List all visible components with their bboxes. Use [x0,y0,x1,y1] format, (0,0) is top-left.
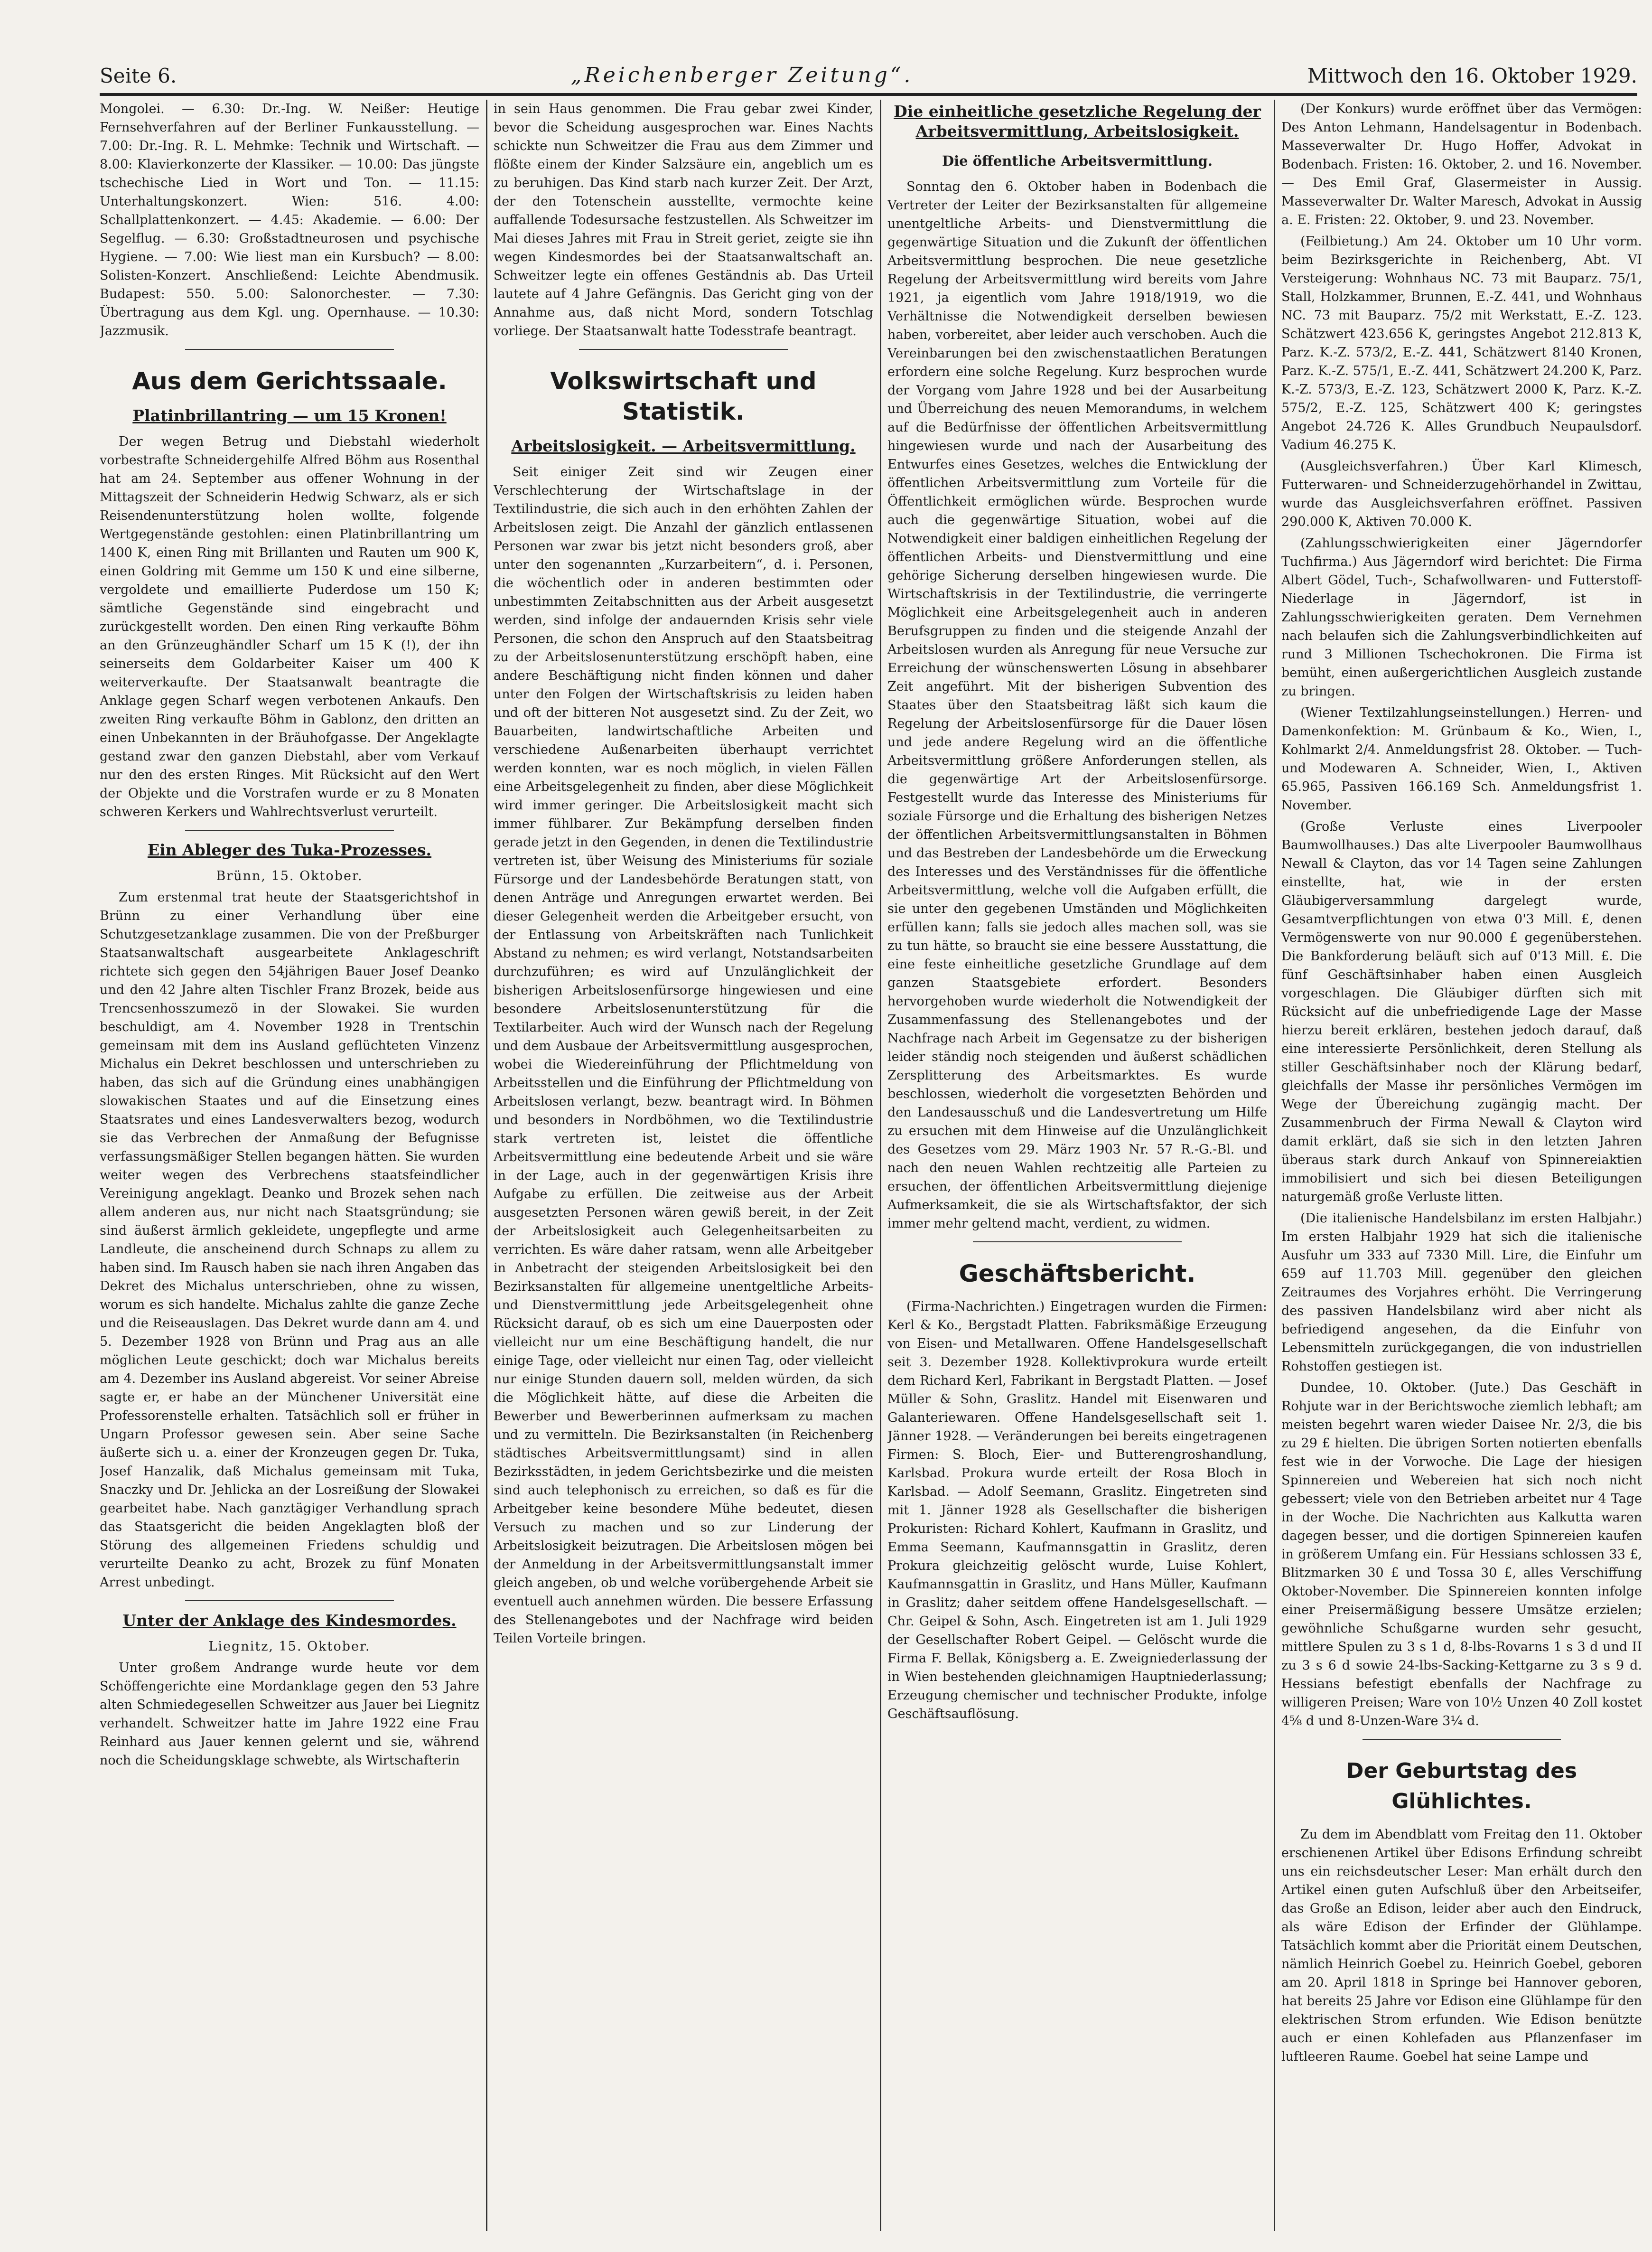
article-body-regulation: Sonntag den 6. Oktober haben in Bodenbach die Vertreter der Leiter der Bezirksanstalten für allgemeine unentgeltliche Arbeits- und Dienstvermittlung die gegenwärtige Situation und die Zukunft der öffentlichen Arbeitsvermittlung besprochen. Die neue gesetzliche Regelung der Arbeitsvermittlung wird bereits vom Jahre 1921, ja eigentlich vom Jahre 1918/1919, wo die Verhältnisse die Notwendigkeit derselben bewiesen haben, vorbereitet, aber leider auch verschoben. Auch die Vereinbarungen bei den zwischenstaatlichen Beratungen erfordern eine solche Regelung. Kurz besprochen wurde der Vorgang vom Jahre 1928 und bei der Ausarbeitung und Überreichung des neuen Memorandums, in welchem auf die Bedürfnisse der öffentlichen Arbeitsvermittlung hingewiesen wurde und nach der Ausarbeitung des Entwurfes eines Gesetzes, welches die Entwicklung der öffentlichen Arbeitsvermittlung zum Vorteile für die Öffentlichkeit ermöglichen würde. Besprochen wurde auch die gegenwärtige Situation, wobei auf die Notwendigkeit einer baldigen einheitlichen Regelung der öffentlichen Arbeits- und Dienstvermittlung und eine gehörige Sicherung derselben hingewiesen wurde. Die Wirtschaftskrisis in der Textilindustrie, die verringerte Möglichkeit eine Arbeitsgelegenheit auch in anderen Berufsgruppen zu finden und die steigende Anzahl der Arbeitslosen wurden als Anregung für neue Versuche zur Erreichung der wünschenswerten Lösung in absehbarer Zeit angeführt. Mit der bisherigen Subvention des Staates über den Staatsbeitrag läßt sich kaum die Regelung der Arbeitslosenfürsorge für die Dauer lösen und jede andere Regelung wird an die öffentliche Arbeitsvermittlung größere Anforderungen stellen, als die gegenwärtige Art der Arbeitslosenfürsorge. Festgestellt wurde das Interesse des Ministeriums für soziale Fürsorge und die Erhaltung des bisherigen Netzes der öffentlichen Arbeitsvermittlungsanstalten in Böhmen und das Bestreben der Landesbehörde um die Erweckung des Interesses und des Verständnisses für die öffentliche Arbeitsvermittlung, welche voll die Aufgaben erfüllt, die sie unter den gegebenen Umständen und Möglichkeiten erfüllen kann; falls sie jedoch alles machen soll, was sie zu tun hätte, so braucht sie eine bessere Ausstattung, die eine feste einheitliche gesetzliche Grundlage auf dem ganzen Staatsgebiete erfordert. Besonders hervorgehoben wurde wiederholt die Notwendigkeit der Zusammenfassung des Stellenangebotes und der Nachfrage nach Arbeit im Gegensatze zu der bisherigen leider ständig noch steigenden und äußerst schädlichen Zersplitterung des Arbeitsmarktes. Es wurde beschlossen, wiederholt die vorgesetzten Behörden und den Landesausschuß und die Landesvertretung um Hilfe zu ersuchen mit dem Hinweise auf die Unzulänglichkeit des Gesetzes vom 29. März 1903 Nr. 57 R.-G.-Bl. und nach den neuen Wahlen rechtzeitig alle Parteien zu ersuchen, der öffentlichen Arbeitsvermittlung diejenige Aufmerksamkeit, die sie als Wirtschaftsfaktor, der sich immer mehr geltend macht, verdient, zu widmen. [887,179,1267,1231]
notice-feilbietung: (Feilbietung.) Am 24. Oktober um 10 Uhr vorm. beim Bezirksgerichte in Reichenberg, Abt. VI Versteigerung: Wohnhaus NC. 73 mit Bauparz. 75/1, Stall, Holzkammer, Brunnen, E.-Z. 441, und Wohnhaus NC. 73 mit Bauparz. 75/2 mit Werkstatt, E.-Z. 123. Schätzwert 423.656 K, geringstes Angebot 212.813 K, Parz. K.-Z. 573/2, E.-Z. 441, Schätzwert 8140 Kronen, Parz. K.-Z. 575/1, E.-Z. 441, Schätzwert 24.200 K, Parz. K.-Z. 573/3, E.-Z. 123, Schätzwert 2000 K, Parz. K.-Z. 575/2, E.-Z. 125, Schätzwert 400 K; geringstes Angebot 24.726 K. Alles Grundbuch Neupaulsdorf. Vadium 46.275 K. [1281,234,1642,452]
section-title-court: Aus dem Gerichtssaale. [132,367,447,395]
article-title-unemployment: Arbeitslosigkeit. — Arbeitsvermittlung. [511,437,856,455]
article-continuation: in sein Haus genommen. Die Frau gebar zwei Kinder, bevor die Scheidung ausgesprochen war. Eines Nachts schickte nun Schweitzer die Frau aus dem Zimmer und flößte einem der Kinder Salzsäure ein, angeblich um es zu beruhigen. Das Kind starb nach kurzer Zeit. Der Arzt, der den Totenschein ausstellte, vermochte keine auffallende Todesursache festzustellen. Als Schweitzer im Mai dieses Jahres mit Frau in Streit geriet, zeigte sie ihn wegen Kindesmordes bei der Staatsanwaltschaft an. Schweitzer legte ein offenes Geständnis ab. Das Urteil lautete auf 4 Jahre Gefängnis. Das Gericht ging von der Annahme aus, daß nicht Mord, sondern Totschlag vorliege. Der Staatsanwalt hatte Todesstrafe beantragt. [494,102,873,338]
divider [185,830,394,831]
column-rule [880,100,881,2231]
column-2 [494,100,873,2226]
radio-program: Mongolei. — 6.30: Dr.-Ing. W. Neißer: Heutige Fernsehverfahren auf der Berliner Funkausstellung. — 7.00: Dr.-Ing. R. L. Mehmke: Technik und Wirtschaft. — 8.00: Klavierkonzerte der Klassiker. — 10.00: Das jüngste tschechische Lied in Wort und Ton. — 11.15: Unterhaltungskonzert. Wien: 516. 4.00: Schallplattenkonzert. — 4.45: Akademie. — 6.00: Der Segelflug. — 6.30: Großstadtneurosen und psychische Hygiene. — 7.00: Wie liest man ein Kursbuch? — 8.00: Solisten-Konzert. Anschließend: Leichte Abendmusik. Budapest: 550. 5.00: Salonorchester. — 7.30: Übertragung aus dem Kgl. ung. Opernhause. — 10.30: Jazzmusik. [100,102,479,338]
column-3 [887,100,1267,2226]
notice-italien: (Die italienische Handelsbilanz im ersten Halbjahr.) Im ersten Halbjahr 1929 hat sich die italienische Ausfuhr um 333 auf 7330 Mill. Lire, die Einfuhr um 659 auf 11.703 Mill. gegenüber den gleichen Zeitraumes des Vorjahres erhöht. Die Verringerung des passiven Handelsbilanz wird aber nicht als befriedigend angesehen, da die Einfuhr von Lebensmitteln zurückgegangen, die von industriellen Rohstoffen gestiegen ist. [1281,1211,1642,1374]
notice-zahlung: (Zahlungsschwierigkeiten einer Jägerndorfer Tuchfirma.) Aus Jägerndorf wird berichtet: Die Firma Albert Gödel, Tuch-, Schafwollwaren- und Futterstoff-Niederlage in Jägerndorf, ist in Zahlungsschwierigkeiten geraten. Dem Vernehmen nach belaufen sich die Zahlungsverbindlichkeiten auf rund 3 Millionen Tschechokronen. Die Firma ist bemüht, einen außergerichtlichen Ausgleich zustande zu bringen. [1281,536,1642,699]
article-body-gluehlicht: Zu dem im Abendblatt vom Freitag den 11. Oktober erschienenen Artikel über Edisons Erfindung schreibt uns ein reichsdeutscher Leser: Man erhält durch den Artikel einen guten Aufschluß über den Arbeitseifer, das Große an Edison, leider aber auch den Eindruck, als wäre Edison der Erfinder der Glühlampe. Tatsächlich kommt aber die Priorität einem Deutschen, nämlich Heinrich Goebel zu. Heinrich Goebel, geboren am 20. April 1818 in Springe bei Hannover geboren, hat bereits 25 Jahre vor Edison eine Glühlampe für den elektrischen Strom erfunden. Wie Edison benützte auch er einen Kohlefaden aus Pflanzenfaser im luftleeren Raume. Goebel hat seine Lampe und [1281,1827,1642,2064]
notice-liverpool: (Große Verluste eines Liverpooler Baumwollhauses.) Das alte Liverpooler Baumwollhaus Newall & Clayton, das vor 14 Tagen seine Zahlungen einstellte, hat, wie in der ersten Gläubigerversammlung dargelegt wurde, Gesamtverpflichtungen von etwa 0'3 Mill. £, denen Vermögenswerte von nur 90.000 £ gegenüberstehen. Die Bankforderung beläuft sich auf 0'13 Mill. £. Die fünf Geschäftsinhaber haben einen Ausgleich vorgeschlagen. Die Gläubiger dürften sich mit Rücksicht auf die unbefriedigende Lage der Masse hierzu bereit erklären, bestehen jedoch darauf, daß eine interessierte Persönlichkeit, deren Stellung als stiller Geschäftsinhaber noch der Klärung bedarf, gleichfalls der Masse ihr persönliches Vermögen im Wege der Übereichung zugängig macht. Der Zusammenbruch der Firma Newall & Clayton wird damit erklärt, daß sie sich in den letzten Jahren überaus stark durch Ankauf von Spinnereiaktien immobilisiert und sich bei diesen Beteiligungen naturgemäß große Verluste litten. [1281,819,1642,1204]
section-title-gluehlicht: Der Geburtstag des Glühlichtes. [1346,1759,1577,1813]
article-subtitle-regulation: Die öffentliche Arbeitsvermittlung. [942,153,1213,169]
divider [185,1600,394,1601]
article-title-regulation: Die einheitliche gesetzliche Regelung der Arbeitsvermittlung, Arbeitslosigkeit. [894,102,1261,141]
article-body-ring: Der wegen Betrug und Diebstahl wiederholt vorbestrafte Schneidergehilfe Alfred Böhm aus Rosenthal hat am 24. September aus offener Wohnung in der Mittagszeit der Schneiderin Hedwig Schwarz, als er sich Reisendenunterstützung holen wollte, folgende Wertgegenstände gestohlen: einen Platinbrillantring um 1400 K, einen Ring mit Brillanten und Rauten um 900 K, einen Goldring mit Gemme um 150 K und eine silberne, vergoldete und emaillierte Puderdose um 150 K; sämtliche Gegenstände sind eingebracht und zurückgestellt worden. Den einen Ring verkaufte Böhm an den Grünzeughändler Scharf um 15 K (!), der ihn seinerseits dem Goldarbeiter Kaiser um 400 K weiterverkaufte. Der Staatsanwalt beantragte die Anklage gegen Scharf wegen verbotenen Ankaufs. Den zweiten Ring verkaufte Böhm in Gablonz, den dritten an einen Unbekannten in der Bräuhofgasse. Der Angeklagte gestand zwar den ganzen Diebstahl, aber vom Verkauf nur den des ersten Ringes. Mit Rücksicht auf den Wert der Objekte und die Vorstrafen wurde er zu 8 Monaten schweren Kerkers und Wahlrechtsverlust verurteilt. [100,434,479,819]
page-header [100,53,1637,96]
section-title-business: Geschäftsbericht. [959,1260,1196,1287]
divider [579,349,788,350]
notice-konkurs: (Der Konkurs) wurde eröffnet über das Vermögen: Des Anton Lehmann, Handelsagentur in Bodenbach. Masseverwalter Dr. Hugo Hoffer, Advokat in Bodenbach. Fristen: 16. Oktober, 2. und 16. November. — Des Emil Graf, Glasermeister in Aussig. Masseverwalter Dr. Walter Maresch, Advokat in Aussig a. E. Fristen: 22. Oktober, 9. und 23. November. [1281,102,1642,227]
article-body-kindesmord: Unter großem Andrange wurde heute vor dem Schöffengerichte eine Mordanklage gegen den 53 Jahre alten Schmiedegesellen Schweitzer aus Jauer bei Liegnitz verhandelt. Schweitzer hatte im Jahre 1922 eine Frau Reinhard aus Jauer kennen gelernt und sie, während noch die Scheidungsklage schwebte, als Wirtschafterin [100,1661,479,1768]
section-title-economy: Volkswirtschaft und Statistik. [550,367,817,425]
column-4 [1281,100,1642,2226]
article-title-tuka: Ein Ableger des Tuka-Prozesses. [147,841,432,859]
dateline-liegnitz: Liegnitz, 15. Oktober. [208,1639,371,1654]
column-1 [100,100,479,2226]
article-body-tuka: Zum erstenmal trat heute der Staatsgerichtshof in Brünn zu einer Verhandlung über eine Schutzgesetzanklage zusammen. Die von der Preßburger Staatsanwaltschaft ausgearbeitete Anklageschrift richtete sich gegen den 54jährigen Bauer Josef Deanko und den 42 Jahre alten Tischler Franz Brozek, beide aus Trencsenhosszumezö in der Slowakei. Sie wurden beschuldigt, am 4. November 1928 in Trentschin gemeinsam mit dem ins Ausland geflüchteten Vinzenz Michalus ein Dekret beschlossen und unterschrieben zu haben, das sich auf die Gründung eines unabhängigen slowakischen Staates und auf die Einsetzung eines Staatsrates und eines Landesverwalters bezog, wodurch sie das Verbrechen der Anmaßung der Befugnisse verfassungsmäßiger Stellen begangen hätten. Sie wurden weiter wegen des Verbrechens staatsfeindlicher Vereinigung angeklagt. Deanko und Brozek sehen nach allem anderen aus, nur nicht nach Staatsgründung; sie sind äußerst ärmlich gekleidete, ungepflegte und arme Landleute, die anscheinend durch Schnaps zu allem zu haben sind. Im Rausch haben sie nach ihren Angaben das Dekret des Michalus unterschrieben, ohne zu wissen, worum es sich handelte. Michalus zahlte die ganze Zeche und die Reiseauslagen. Das Dekret wurde dann am 4. und 5. Dezember 1928 von Brünn und Prag aus an alle möglichen Leute geschickt; doch war Michalus bereits am 4. Dezember ins Ausland abgereist. Vor seiner Abreise sagte er, er habe an der Münchener Universität eine Professorenstelle erhalten. Tatsächlich soll er früher in Ungarn Professor gewesen sein. Aber seine Sache äußerte sich u. a. einer der Kronzeugen gegen Dr. Tuka, Josef Hanzalik, daß Michalus gemeinsam mit Tuka, Snaczky und Dr. Jehlicka an der Losreißung der Slowakei gearbeitet habe. Nach ganztägiger Verhandlung sprach das Staatsgericht die beiden Angeklagten bloß der Störung des allgemeinen Friedens schuldig und verurteilte Deanko zu acht, Brozek zu fünf Monaten Arrest unbedingt. [100,890,479,1590]
article-body-business: (Firma-Nachrichten.) Eingetragen wurden die Firmen: Kerl & Ko., Bergstadt Platten. Fabriksmäßige Erzeugung von Eisen- und Metallwaren. Offene Handelsgesellschaft seit 3. Dezember 1928. Kollektivprokura wurde erteilt dem Richard Kerl, Fabrikant in Bergstadt Platten. — Josef Müller & Sohn, Graslitz. Handel mit Eisenwaren und Galanteriewaren. Offene Handelsgesellschaft seit 1. Jänner 1928. — Veränderungen bei bereits eingetragenen Firmen: S. Bloch, Eier- und Butterengroshandlung, Karlsbad. Prokura wurde erteilt der Rosa Bloch in Karlsbad. — Adolf Seemann, Graslitz. Eingetreten sind mit 1. Jänner 1928 als Gesellschafter die bisherigen Prokuristen: Richard Kohlert, Kaufmann in Graslitz, und Emma Seemann, Kaufmannsgattin in Graslitz, deren Prokura gleichzeitig gelöscht wurde, Luise Kohlert, Kaufmannsgattin in Graslitz, und Hans Müller, Kaufmann in Graslitz; daher seitdem offene Handelsgesellschaft. — Chr. Geipel & Sohn, Asch. Eingetreten ist am 1. Juli 1929 der Gesellschafter Robert Geipel. — Gelöscht wurde die Firma F. Bellak, Königsberg a. E. Zweigniederlassung der in Wien bestehenden gleichnamigen Hauptniederlassung; Erzeugung chemischer und technischer Produkte, infolge Geschäftsauflösung. [887,1299,1267,1721]
dateline-bruenn: Brünn, 15. Oktober. [216,869,363,883]
article-body-unemployment: Seit einiger Zeit sind wir Zeugen einer Verschlechterung der Wirtschaftslage in der Textilindustrie, die sich auch in den erhöhten Zahlen der Arbeitslosen zeigt. Die Anzahl der gänzlich entlassenen Personen war zwar bis jetzt nicht besonders groß, aber unter den sogenannten „Kurzarbeitern“, d. i. Personen, die wöchentlich oder in anderen bestimmten oder unbestimmten Zeitabschnitten aus der Arbeit ausgesetzt werden, sind infolge der andauernden Krisis sehr viele Personen, die schon den Anspruch auf den Staatsbeitrag zu der Arbeitslosenunterstützung erschöpft haben, eine andere Beschäftigung nicht finden können und daher unter den Folgen der Wirtschaftskrisis zu leiden haben und oft der bitteren Not ausgesetzt sind. Zu der Zeit, wo Bauarbeiten, landwirtschaftliche Arbeiten und verschiedene Außenarbeiten überhaupt verrichtet werden konnten, war es noch möglich, in vielen Fällen eine Arbeitsgelegenheit zu finden, aber diese Möglichkeit wird immer geringer. Die Arbeitslosigkeit macht sich immer fühlbarer. Zur Bekämpfung derselben finden gerade jetzt in den Gegenden, in denen die Textilindustrie vertreten ist, über Weisung des Ministeriums für soziale Fürsorge und der Landesbehörde Beratungen statt, von denen Anträge und Anregungen erwartet werden. Bei dieser Gelegenheit werden die Arbeitgeber ersucht, von der Entlassung von Arbeitskräften nach Tunlichkeit Abstand zu nehmen; es wird verlangt, Notstandsarbeiten durchzuführen; es wird auf Unzulänglichkeit der bisherigen Arbeitslosenfürsorge hingewiesen und eine besondere Arbeitslosenunterstützung für die Textilarbeiter. Auch wird der Wunsch nach der Regelung und dem Ausbaue der Arbeitsvermittlung ausgesprochen, wobei die Wiedereinführung der Pflichtmeldung von Arbeitsstellen und die Einführung der Pflichtmeldung von Arbeitslosen verlangt, bezw. beantragt wird. In Böhmen und besonders in Nordböhmen, wo die Textilindustrie stark vertreten ist, leistet die öffentliche Arbeitsvermittlung eine bedeutende Arbeit und sie wäre in der Lage, auch in der gegenwärtigen Krisis ihre Aufgabe zu erfüllen. Die zeitweise aus der Arbeit ausgesetzten Personen wären gewiß bereit, in der Zeit der Arbeitslosigkeit auch Gelegenheitsarbeiten zu verrichten. Es wäre daher ratsam, wenn alle Arbeitgeber in Anbetracht der steigenden Arbeitslosigkeit bei den Bezirksanstalten für allgemeine unentgeltliche Arbeits- und Dienstvermittlung jede Arbeitsgelegenheit ohne Rücksicht darauf, ob es sich um eine Dauerposten oder vielleicht nur um eine Beschäftigung handelt, die nur einige Tage, oder vielleicht nur einen Tag, oder vielleicht nur einige Stunden dauern soll, melden würden, da sich die Möglichkeit hätte, auf diese die Arbeiten die Bewerber und Bewerberinnen aufmerksam zu machen und zu vermitteln. Die Bezirksanstalten (in Reichenberg städtisches Arbeitsvermittlungsamt) sind in allen Bezirksstädten, in jedem Gerichtsbezirke und die meisten sind auch telephonisch zu erreichen, so daß es für die Arbeitgeber keine besondere Mühe bedeutet, diesen Versuch zu machen und so zur Linderung der Arbeitslosigkeit beizutragen. Die Arbeitslosen mögen bei der Anmeldung in der Arbeitsvermittlungsanstalt immer gleich angeben, ob und welche vorübergehende Arbeit sie eventuell auch annehmen würden. Die bessere Erfassung des Stellenangebotes und der Nachfrage wird beiden Teilen Vorteile bringen. [494,465,873,1646]
page-number: Seite 6. [100,64,177,87]
newspaper-name: „Reichenberger Zeitung“. [570,63,914,87]
divider [1363,1739,1561,1740]
column-rule [486,100,487,2231]
issue-date: Mittwoch den 16. Oktober 1929. [1307,64,1637,87]
divider [973,1241,1182,1242]
notice-dundee: Dundee, 10. Oktober. (Jute.) Das Geschäft in Rohjute war in der Berichtswoche ziemlich lebhaft; am meisten begehrt waren wieder Daisee Nr. 2/3, die bis zu 29 £ hielten. Die übrigen Sorten notierten ebenfalls fest wie in der Vorwoche. Die Lage der hiesigen Spinnereien und Webereien hat sich noch nicht gebessert; viele von den Betrieben arbeitet nur 4 Tage in der Woche. Die Nachrichten aus Kalkutta waren dagegen besser, und die dortigen Spinnereien kaufen in größerem Umfang ein. Für Hessians schlossen 33 £, Blitzmarken 30 £ und Tossa 30 £, alles Verschiffung Oktober-November. Die Spinnereien konnten infolge einer Preisermäßigung bessere Umsätze erzielen; gewöhnliche Schußgarne wurden sehr gesucht, mittlere Spulen zu 3 s 1 d, 8-lbs-Rovarns 1 s 3 d und II zu 3 s 6 d sowie 24-lbs-Sacking-Kettgarne zu 3 s 9 d. Hessians befestigt ebenfalls der Nachfrage zu willigeren Preisen; Ware von 10½ Unzen 40 Zoll kostet 4⅝ d und 8-Unzen-Ware 3¼ d. [1281,1380,1642,1728]
notice-ausgleich: (Ausgleichsverfahren.) Über Karl Klimesch, Futterwaren- und Schneiderzugehörhandel in Zwittau, wurde das Ausgleichsverfahren eröffnet. Passiven 290.000 K, Aktiven 70.000 K. [1281,459,1642,529]
column-rule [1274,100,1275,2231]
divider [185,349,394,350]
notice-wiener: (Wiener Textilzahlungseinstellungen.) Herren- und Damenkonfektion: M. Grünbaum & Ko., Wien, I., Kohlmarkt 2/4. Anmeldungsfrist 28. Oktober. — Tuch- und Modewaren A. Schneider, Wien, I., Aktiven 65.965, Passiven 166.169 Sch. Anmeldungsfrist 1. November. [1281,705,1642,813]
article-title-kindesmord: Unter der Anklage des Kindesmordes. [122,1611,457,1630]
article-title-ring: Platinbrillantring — um 15 Kronen! [132,406,447,425]
